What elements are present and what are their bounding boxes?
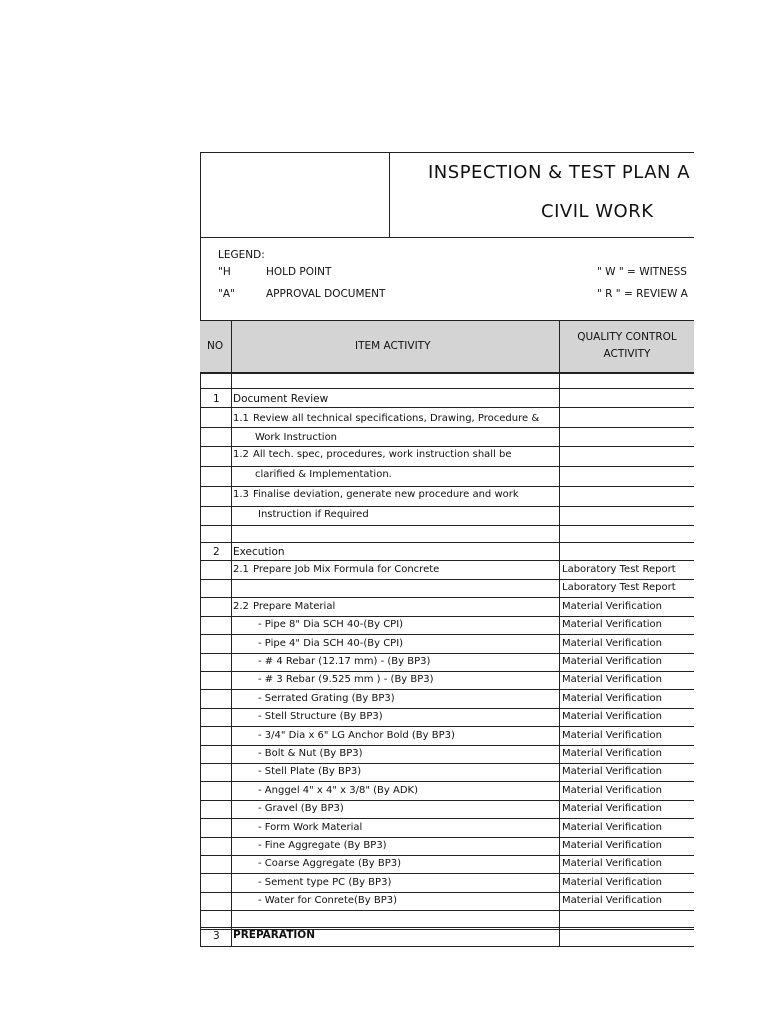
section-3-title: PREPARATION xyxy=(233,929,315,941)
execution-item-activity: - Form Work Material xyxy=(258,822,363,833)
execution-item-activity: - Sement type PC (By BP3) xyxy=(258,877,392,888)
document-title: INSPECTION & TEST PLAN A xyxy=(428,162,691,183)
execution-item-qc: Material Verification xyxy=(562,656,662,667)
execution-item-activity: - # 4 Rebar (12.17 mm) - (By BP3) xyxy=(258,656,431,667)
column-header-qc-line1: QUALITY CONTROL xyxy=(577,331,677,343)
legend-heading: LEGEND: xyxy=(218,249,265,261)
execution-item-qc: Material Verification xyxy=(562,638,662,649)
execution-item-number: 2.1 xyxy=(233,564,249,575)
doc-item-1-number: 1.1 xyxy=(233,413,249,424)
column-header-qc-line2: ACTIVITY xyxy=(603,348,651,360)
execution-item-activity: - Serrated Grating (By BP3) xyxy=(258,693,395,704)
doc-item-2-line1: All tech. spec, procedures, work instruction shall be xyxy=(253,449,512,460)
doc-item-3-line2: Instruction if Required xyxy=(258,509,369,520)
execution-item-qc: Material Verification xyxy=(562,785,662,796)
execution-item-activity: - Bolt & Nut (By BP3) xyxy=(258,748,363,759)
execution-item-qc: Material Verification xyxy=(562,766,662,777)
execution-item-qc: Material Verification xyxy=(562,877,662,888)
legend-code-a: "A" xyxy=(218,288,235,300)
document-subtitle: CIVIL WORK xyxy=(541,201,654,222)
execution-item-qc: Material Verification xyxy=(562,619,662,630)
execution-item-number: 2.2 xyxy=(233,601,249,612)
execution-item-qc: Material Verification xyxy=(562,803,662,814)
section-2-number: 2 xyxy=(213,546,220,558)
execution-item-activity: - Stell Plate (By BP3) xyxy=(258,766,362,777)
legend-label-a: APPROVAL DOCUMENT xyxy=(266,288,386,300)
execution-item-activity: - Pipe 8" Dia SCH 40-(By CPI) xyxy=(258,619,404,630)
execution-item-activity: - Anggel 4" x 4" x 3/8" (By ADK) xyxy=(258,785,418,796)
legend-review: " R " = REVIEW A xyxy=(597,288,688,300)
execution-item-activity: - Fine Aggregate (By BP3) xyxy=(258,840,387,851)
section-1-title: Document Review xyxy=(233,393,329,405)
execution-item-activity: - Stell Structure (By BP3) xyxy=(258,711,383,722)
legend-label-h: HOLD POINT xyxy=(266,266,332,278)
execution-item-qc: Material Verification xyxy=(562,822,662,833)
column-header-item: ITEM ACTIVITY xyxy=(355,340,431,352)
execution-item-qc: Material Verification xyxy=(562,840,662,851)
column-header-no: NO xyxy=(207,340,224,352)
execution-item-qc: Laboratory Test Report xyxy=(562,582,676,593)
doc-item-2-number: 1.2 xyxy=(233,449,249,460)
execution-item-qc: Material Verification xyxy=(562,693,662,704)
section-1-number: 1 xyxy=(213,393,220,405)
execution-item-activity: - Coarse Aggregate (By BP3) xyxy=(258,858,401,869)
execution-item-activity: - # 3 Rebar (9.525 mm ) - (By BP3) xyxy=(258,674,434,685)
section-2-title: Execution xyxy=(233,546,285,558)
execution-item-activity: Prepare Job Mix Formula for Concrete xyxy=(253,564,440,575)
doc-item-1-line1: Review all technical specifications, Drawing, Procedure & xyxy=(253,413,540,424)
execution-item-qc: Material Verification xyxy=(562,674,662,685)
doc-item-3-number: 1.3 xyxy=(233,489,249,500)
itp-document xyxy=(200,152,694,947)
execution-item-activity: - Gravel (By BP3) xyxy=(258,803,344,814)
doc-item-1-line2: Work Instruction xyxy=(255,432,338,443)
header-cell-qc xyxy=(560,320,694,372)
execution-item-qc: Material Verification xyxy=(562,601,662,612)
section-3-number: 3 xyxy=(213,930,220,942)
execution-item-activity: - Pipe 4" Dia SCH 40-(By CPI) xyxy=(258,638,404,649)
execution-item-qc: Material Verification xyxy=(562,895,662,906)
execution-item-qc: Material Verification xyxy=(562,858,662,869)
execution-item-activity: Prepare Material xyxy=(253,601,336,612)
legend-witness: " W " = WITNESS xyxy=(597,266,687,278)
execution-item-qc: Material Verification xyxy=(562,730,662,741)
execution-item-qc: Laboratory Test Report xyxy=(562,564,676,575)
legend-code-h: "H xyxy=(218,266,231,278)
execution-item-activity: - 3/4" Dia x 6" LG Anchor Bold (By BP3) xyxy=(258,730,455,741)
doc-item-3-line1: Finalise deviation, generate new procedure and work xyxy=(253,489,519,500)
execution-item-qc: Material Verification xyxy=(562,711,662,722)
execution-item-qc: Material Verification xyxy=(562,748,662,759)
execution-item-activity: - Water for Conrete(By BP3) xyxy=(258,895,398,906)
doc-item-2-line2: clarified & Implementation. xyxy=(255,469,392,480)
